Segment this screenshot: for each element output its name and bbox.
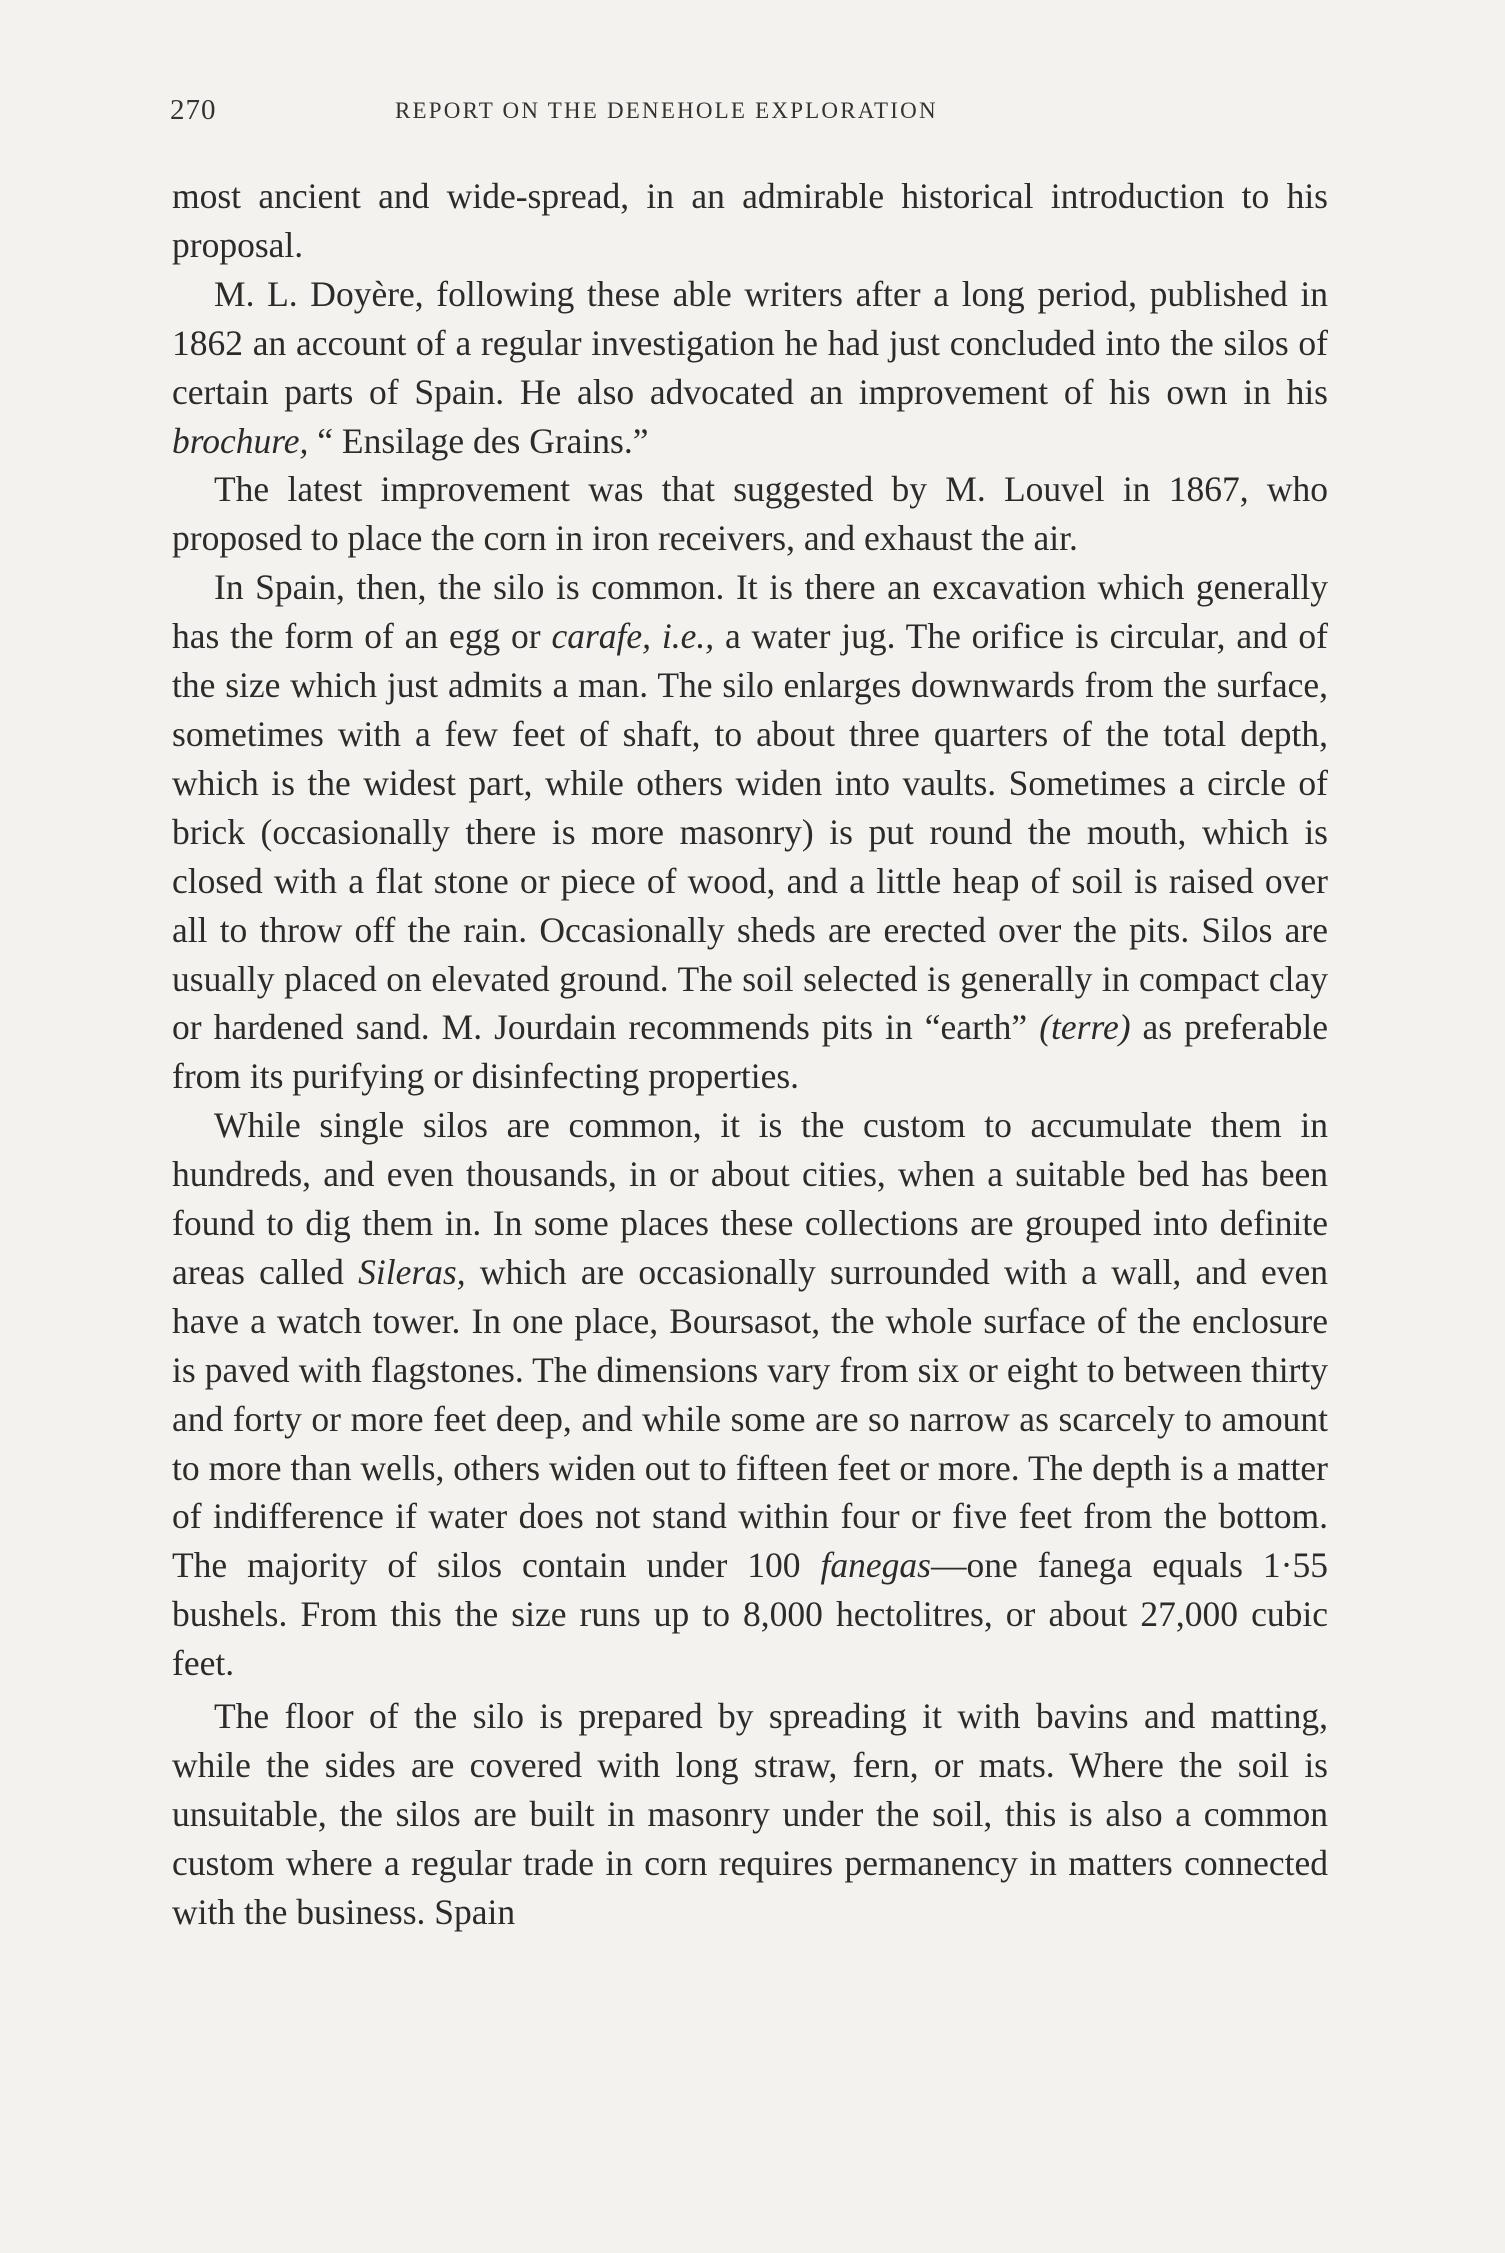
italic-term: i.e.,: [661, 616, 715, 657]
italic-term: brochure,: [172, 420, 309, 461]
paragraph-text: The latest improvement was that suggested by M. Louvel in 1867, who proposed to place the corn in iron receivers, and exhaust the air.: [172, 469, 1328, 559]
paragraph-text: a water jug. The orifice is circular, and of the size which just admits a man. The silo enlarges downwards from the surface, sometimes with a few feet of shaft, to about three quarters of the total depth, which is the widest part, while others widen into vaults. Sometimes a circle of brick (occasionally there is more masonry) is put round the mouth, which is closed with a flat stone or piece of wood, and a little heap of soil is raised over all to throw off the rain. Occasionally sheds are erected over the pits. Silos are usually placed on elevated ground. The soil selected is generally in compact clay or hardened sand. M. Jourdain recommends pits in “earth”: [172, 616, 1328, 1048]
paragraph-text: While single silos are common, it is the custom to accumulate them in hundreds, and even thousands, in or about cities, when a suitable bed has been found to dig them in. In some places these collections are grouped into definite areas called: [172, 1105, 1328, 1292]
paragraph-text: most ancient and wide-spread, in an admirable historical introduction to his proposal.: [172, 176, 1328, 265]
body-text: [172, 172, 1328, 1937]
paragraph-text: as preferable from its purifying or disinfecting properties.: [172, 1007, 1328, 1097]
running-head: REPORT ON THE DENEHOLE EXPLORATION: [395, 98, 938, 123]
paragraph-text: The floor of the silo is prepared by spreading it with bavins and matting, while the sides are covered with long straw, fern, or mats. Where the soil is unsuitable, the silos are built in masonry under the soil, this is also a common custom where a regular trade in corn requires permanency in matters connected with the business. Spain: [172, 1696, 1328, 1932]
paragraph-text: In Spain, then, the silo is common. It is there an excavation which generally has the form of an egg or: [172, 567, 1328, 657]
paragraph-text: “ Ensilage des Grains.”: [308, 420, 649, 461]
page-header: [170, 94, 1335, 134]
page-number: 270: [170, 94, 217, 126]
paragraph-5: [172, 1101, 1328, 1688]
paragraph-1: [172, 172, 1328, 270]
paragraph-4: [172, 563, 1328, 1101]
italic-term: (terre): [1039, 1007, 1131, 1048]
italic-term: carafe,: [551, 616, 652, 657]
paragraph-text: —one fanega equals 1·55 bushels. From this the size runs up to 8,000 hectolitres, or about 27,000 cubic feet.: [172, 1545, 1328, 1684]
paragraph-6: [172, 1692, 1328, 1937]
paragraph-text: which are occasionally surrounded with a wall, and even have a watch tower. In one place, Boursasot, the whole surface of the enclosure is paved with flagstones. The dimensions vary from six or eight to between thirty and forty or more feet deep, and while some are so narrow as scarcely to amount to more than wells, others widen out to fifteen feet or more. The depth is a matter of indifference if water does not stand within four or five feet from the bottom. The majority of silos contain under 100: [172, 1251, 1329, 1586]
paragraph-3: [172, 465, 1328, 563]
paragraph-2: [172, 270, 1328, 466]
italic-term: Sileras,: [358, 1251, 466, 1292]
italic-term: fanegas: [820, 1545, 931, 1586]
paragraph-text: M. L. Doyère, following these able writers after a long period, published in 1862 an account of a regular investigation he had just concluded into the silos of certain parts of Spain. He also advocated an improvement of his own in his: [172, 273, 1328, 412]
paragraph-text: [651, 616, 662, 656]
